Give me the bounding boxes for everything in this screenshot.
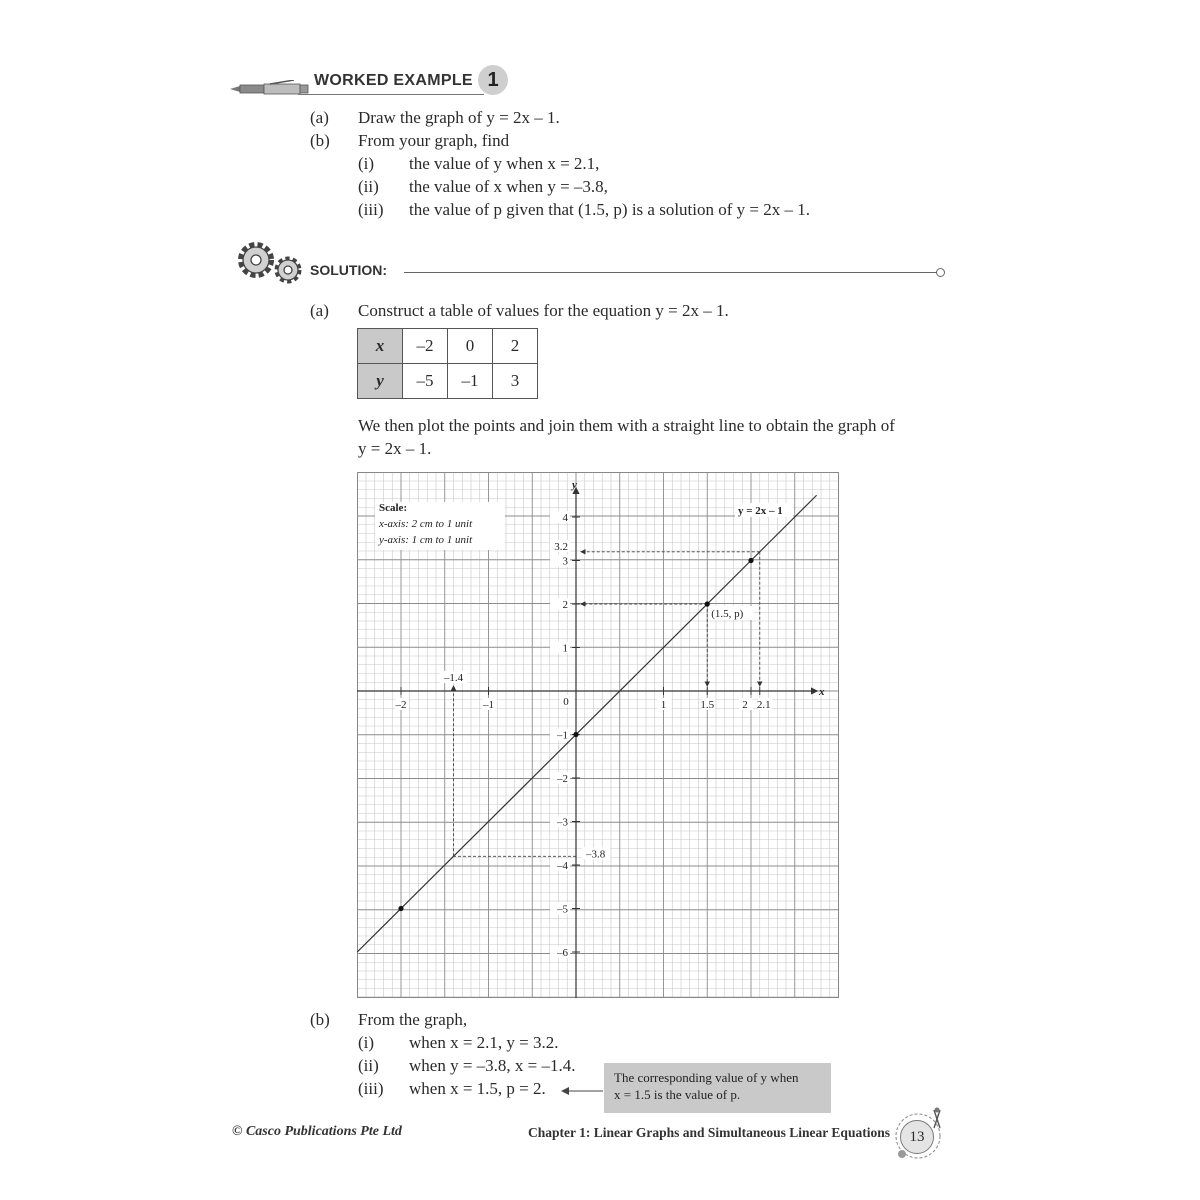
- table-cell: –5: [403, 364, 448, 399]
- scale-x: x-axis: 2 cm to 1 unit: [379, 518, 473, 530]
- solution-b-item: [358, 1031, 758, 1054]
- guide-label-y: –3.8: [586, 848, 606, 861]
- solution-b-text: From the graph,: [358, 1010, 468, 1029]
- worked-example-label: WORKED EXAMPLE: [314, 72, 473, 89]
- plot-description-cont: y = 2x – 1.: [358, 439, 432, 458]
- table-cell: 3: [493, 364, 538, 399]
- y-tick-label: 1: [562, 642, 568, 655]
- publisher-credit: © Casco Publications Pte Ltd: [232, 1124, 402, 1139]
- question-b-item: [358, 152, 958, 175]
- question-b-item-number: (i): [358, 154, 375, 173]
- solution-a-number: (a): [310, 301, 329, 320]
- question-b-item-number: (ii): [358, 177, 379, 196]
- table-row: [358, 364, 538, 399]
- solution-a: [310, 299, 950, 322]
- solution-b: [310, 1008, 950, 1031]
- y-tick-label: 3.2: [554, 540, 568, 553]
- question-b-item-text: the value of x when y = –3.8,: [409, 177, 608, 196]
- question-b-item: [358, 175, 958, 198]
- chapter-title: Chapter 1: Linear Graphs and Simultaneous Linear Equations: [528, 1125, 890, 1140]
- table-cell: 2: [493, 329, 538, 364]
- solution-b-number: (b): [310, 1010, 330, 1029]
- y-tick-label: –3: [557, 816, 568, 829]
- data-point: [573, 732, 578, 737]
- solution-rule-end: [936, 268, 945, 277]
- note-arrow-icon: [561, 1084, 605, 1102]
- x-tick-label: –1: [483, 699, 494, 711]
- x-tick-label: 1.5: [700, 699, 715, 711]
- x-axis-label: x: [819, 686, 825, 698]
- table-cell: –2: [403, 329, 448, 364]
- question-b-text: From your graph, find: [358, 131, 510, 150]
- y-tick-label: –6: [557, 947, 568, 959]
- solution-b-item-text: when x = 2.1, y = 3.2.: [409, 1033, 559, 1052]
- solution-b-item-text: when x = 1.5, p = 2.: [409, 1079, 546, 1098]
- question-b-item: [358, 198, 958, 221]
- solution-label: SOLUTION:: [310, 262, 387, 278]
- solution-b-item-text: when y = –3.8, x = –1.4.: [409, 1056, 576, 1075]
- solution-rule: [404, 272, 938, 273]
- question-b-item-text: the value of p given that (1.5, p) is a solution of y = 2x – 1.: [409, 200, 810, 219]
- pen-icon: [230, 80, 310, 103]
- x-tick-label: 2: [742, 699, 748, 711]
- gears-icon: [234, 238, 312, 295]
- table-row: [358, 329, 538, 364]
- question-b-item-text: the value of y when x = 2.1,: [409, 154, 600, 173]
- note-box: [604, 1063, 831, 1113]
- linear-graph: [357, 472, 839, 998]
- question-b-item-number: (iii): [358, 200, 384, 219]
- question-a-number: (a): [310, 108, 329, 127]
- worked-example-underline: [298, 94, 484, 95]
- solution-a-text: Construct a table of values for the equation y = 2x – 1.: [358, 301, 729, 320]
- data-point: [705, 601, 710, 606]
- note-line-2: x = 1.5 is the value of p.: [614, 1087, 741, 1102]
- solution-b-item-number: (iii): [358, 1079, 384, 1098]
- x-tick-label: 2.1: [756, 699, 771, 711]
- x-tick-label: 0: [563, 696, 569, 708]
- table-cell: –1: [448, 364, 493, 399]
- y-tick-label: –1: [557, 729, 568, 742]
- table-header-y: y: [358, 364, 403, 399]
- x-tick-label: 1: [660, 699, 667, 711]
- y-tick-label: –4: [557, 860, 568, 872]
- question-b: [310, 129, 950, 152]
- note-line-1: The corresponding value of y when: [614, 1070, 799, 1085]
- values-table: [357, 328, 538, 399]
- question-a-text: Draw the graph of y = 2x – 1.: [358, 108, 560, 127]
- guide-label-x: –1.4: [443, 672, 464, 684]
- table-cell: 0: [448, 329, 493, 364]
- question-b-number: (b): [310, 131, 330, 150]
- y-tick-label: 2: [562, 599, 568, 611]
- point-label: (1.5, p): [711, 608, 744, 620]
- plot-description: We then plot the points and join them with a straight line to obtain the graph of: [358, 416, 895, 435]
- worked-example-number: 1: [478, 65, 508, 95]
- scale-y: y-axis: 1 cm to 1 unit: [379, 534, 473, 546]
- scale-title: Scale:: [379, 502, 408, 514]
- x-tick-label: –2: [395, 699, 407, 711]
- page-number: 13: [900, 1120, 934, 1154]
- data-point: [748, 558, 753, 563]
- y-tick-label: 3: [562, 555, 568, 568]
- line-label: y = 2x – 1: [738, 505, 783, 517]
- data-point: [398, 906, 403, 911]
- y-axis-label: y: [572, 479, 577, 491]
- solution-b-item-number: (i): [358, 1033, 375, 1052]
- y-tick-label: 4: [562, 512, 568, 524]
- solution-b-item-number: (ii): [358, 1056, 379, 1075]
- y-tick-label: –2: [557, 773, 568, 785]
- y-tick-label: –5: [557, 903, 568, 916]
- question-a: [310, 106, 950, 129]
- table-header-x: x: [358, 329, 403, 364]
